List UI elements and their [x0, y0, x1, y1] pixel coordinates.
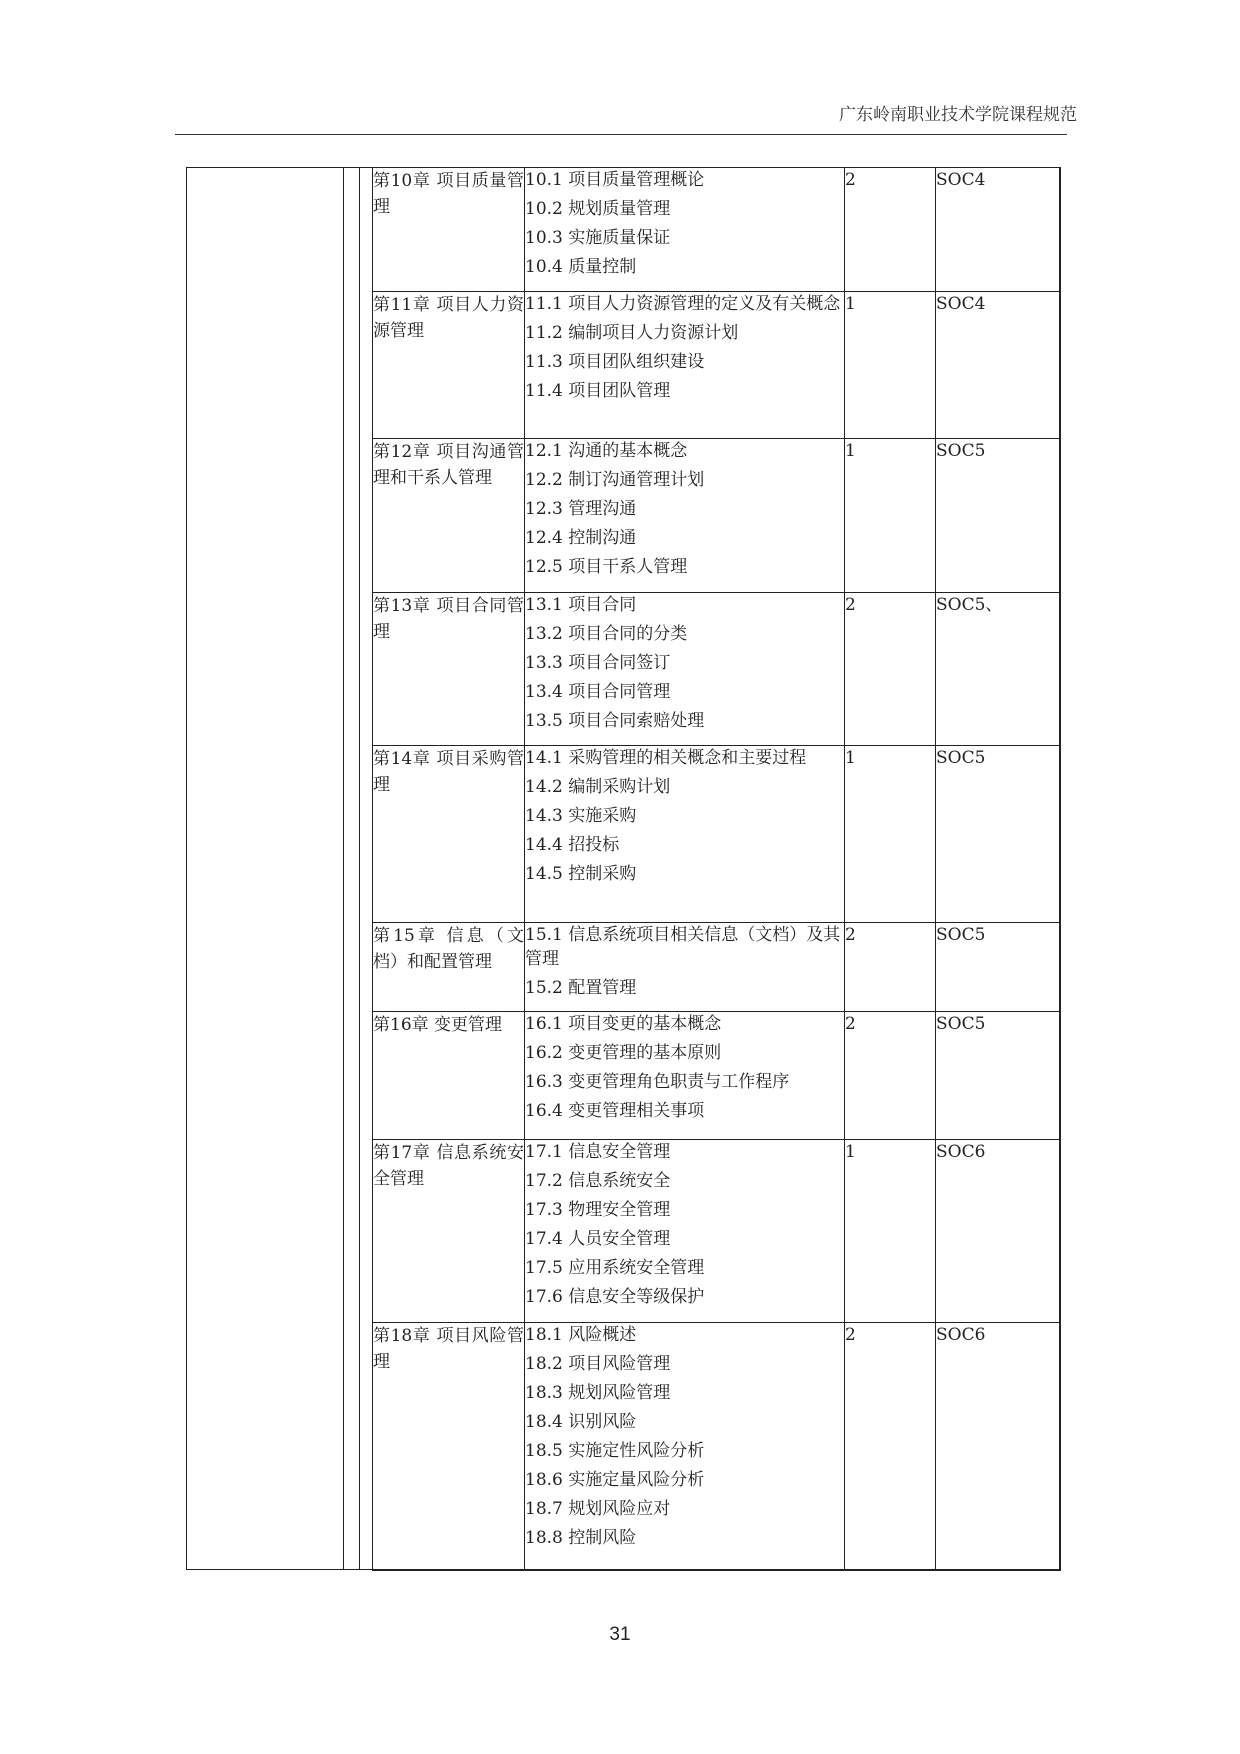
table-row — [373, 1323, 1061, 1571]
table-row — [373, 439, 1061, 593]
header-divider — [175, 134, 1067, 135]
section-item: 18.6 实施定量风险分析 — [525, 1470, 705, 1490]
column-divider — [343, 168, 344, 1569]
section-list — [525, 923, 845, 1012]
section-list — [525, 292, 845, 439]
page-number: 31 — [609, 1624, 631, 1645]
section-item: 10.4 质量控制 — [525, 257, 637, 277]
hours-cell: 2 — [845, 1012, 936, 1140]
section-item: 18.7 规划风险应对 — [525, 1499, 671, 1519]
section-list — [525, 1012, 845, 1140]
chapter-title: 第13章 项目合同管理 — [373, 593, 525, 746]
section-list — [525, 439, 845, 593]
section-item: 15.2 配置管理 — [525, 978, 637, 998]
chapter-title: 第11章 项目人力资源管理 — [373, 292, 525, 439]
section-list — [525, 593, 845, 746]
hours-cell: 1 — [845, 746, 936, 923]
section-list — [525, 1140, 845, 1323]
section-item: 11.2 编制项目人力资源计划 — [525, 323, 739, 343]
soc-cell: SOC5 — [936, 746, 1061, 923]
table-row — [373, 1140, 1061, 1323]
chapter-title: 第18章 项目风险管理 — [373, 1323, 525, 1571]
section-item: 16.4 变更管理相关事项 — [525, 1101, 705, 1121]
section-item: 11.4 项目团队管理 — [525, 381, 671, 401]
chapter-title: 第15章 信息（文档）和配置管理 — [373, 923, 525, 1012]
section-item: 16.2 变更管理的基本原则 — [525, 1043, 722, 1063]
section-item: 17.6 信息安全等级保护 — [525, 1287, 705, 1307]
chapter-title: 第14章 项目采购管理 — [373, 746, 525, 923]
hours-cell: 2 — [845, 923, 936, 1012]
chapter-title: 第16章 变更管理 — [373, 1012, 525, 1140]
section-item: 18.1 风险概述 — [525, 1325, 637, 1345]
course-content-table — [372, 167, 1061, 1571]
chapter-title: 第10章 项目质量管理 — [373, 168, 525, 292]
section-item: 14.4 招投标 — [525, 835, 620, 855]
section-item: 12.3 管理沟通 — [525, 499, 637, 519]
section-list — [525, 168, 845, 292]
section-item: 10.2 规划质量管理 — [525, 199, 671, 219]
hours-cell: 1 — [845, 292, 936, 439]
section-item: 12.2 制订沟通管理计划 — [525, 470, 705, 490]
column-divider — [359, 168, 360, 1569]
section-item: 12.4 控制沟通 — [525, 528, 637, 548]
hours-cell: 2 — [845, 168, 936, 292]
section-item: 14.3 实施采购 — [525, 806, 637, 826]
chapter-title: 第12章 项目沟通管理和干系人管理 — [373, 439, 525, 593]
section-item: 14.5 控制采购 — [525, 864, 637, 884]
hours-cell: 2 — [845, 1323, 936, 1571]
section-item: 18.3 规划风险管理 — [525, 1383, 671, 1403]
table-row — [373, 593, 1061, 746]
header-institution-title: 广东岭南职业技术学院课程规范 — [839, 105, 1077, 125]
hours-cell: 2 — [845, 593, 936, 746]
section-item: 14.1 采购管理的相关概念和主要过程 — [525, 748, 807, 768]
table-row — [373, 746, 1061, 923]
table-row — [373, 923, 1061, 1012]
section-item: 17.4 人员安全管理 — [525, 1229, 671, 1249]
table-row — [373, 292, 1061, 439]
soc-cell: SOC5、 — [936, 593, 1061, 746]
soc-cell: SOC6 — [936, 1323, 1061, 1571]
section-item: 14.2 编制采购计划 — [525, 777, 671, 797]
section-item: 17.1 信息安全管理 — [525, 1142, 671, 1162]
section-item: 18.5 实施定性风险分析 — [525, 1441, 705, 1461]
section-item: 18.4 识别风险 — [525, 1412, 637, 1432]
section-item: 11.3 项目团队组织建设 — [525, 352, 705, 372]
section-list — [525, 1323, 845, 1571]
section-item: 10.3 实施质量保证 — [525, 228, 671, 248]
section-item: 13.4 项目合同管理 — [525, 682, 671, 702]
chapter-title: 第17章 信息系统安全管理 — [373, 1140, 525, 1323]
section-item: 16.3 变更管理角色职责与工作程序 — [525, 1072, 790, 1092]
section-item: 13.3 项目合同签订 — [525, 653, 671, 673]
section-item: 12.5 项目干系人管理 — [525, 557, 688, 577]
section-item: 12.1 沟通的基本概念 — [525, 441, 688, 461]
section-item: 17.2 信息系统安全 — [525, 1171, 671, 1191]
soc-cell: SOC5 — [936, 923, 1061, 1012]
section-list — [525, 746, 845, 923]
soc-cell: SOC4 — [936, 292, 1061, 439]
section-item: 16.1 项目变更的基本概念 — [525, 1014, 722, 1034]
table-row — [373, 168, 1061, 292]
section-item: 13.5 项目合同索赔处理 — [525, 711, 705, 731]
section-item: 17.5 应用系统安全管理 — [525, 1258, 705, 1278]
hours-cell: 1 — [845, 1140, 936, 1323]
soc-cell: SOC5 — [936, 439, 1061, 593]
section-item: 17.3 物理安全管理 — [525, 1200, 671, 1220]
section-item: 18.2 项目风险管理 — [525, 1354, 671, 1374]
section-item: 13.2 项目合同的分类 — [525, 624, 688, 644]
section-item: 15.1 信息系统项目相关信息（文档）及其管理 — [525, 925, 841, 969]
soc-cell: SOC6 — [936, 1140, 1061, 1323]
section-item: 11.1 项目人力资源管理的定义及有关概念 — [525, 294, 841, 314]
soc-cell: SOC5 — [936, 1012, 1061, 1140]
section-item: 10.1 项目质量管理概论 — [525, 170, 705, 190]
section-item: 18.8 控制风险 — [525, 1528, 637, 1548]
hours-cell: 1 — [845, 439, 936, 593]
section-item: 13.1 项目合同 — [525, 595, 637, 615]
table-row — [373, 1012, 1061, 1140]
soc-cell: SOC4 — [936, 168, 1061, 292]
